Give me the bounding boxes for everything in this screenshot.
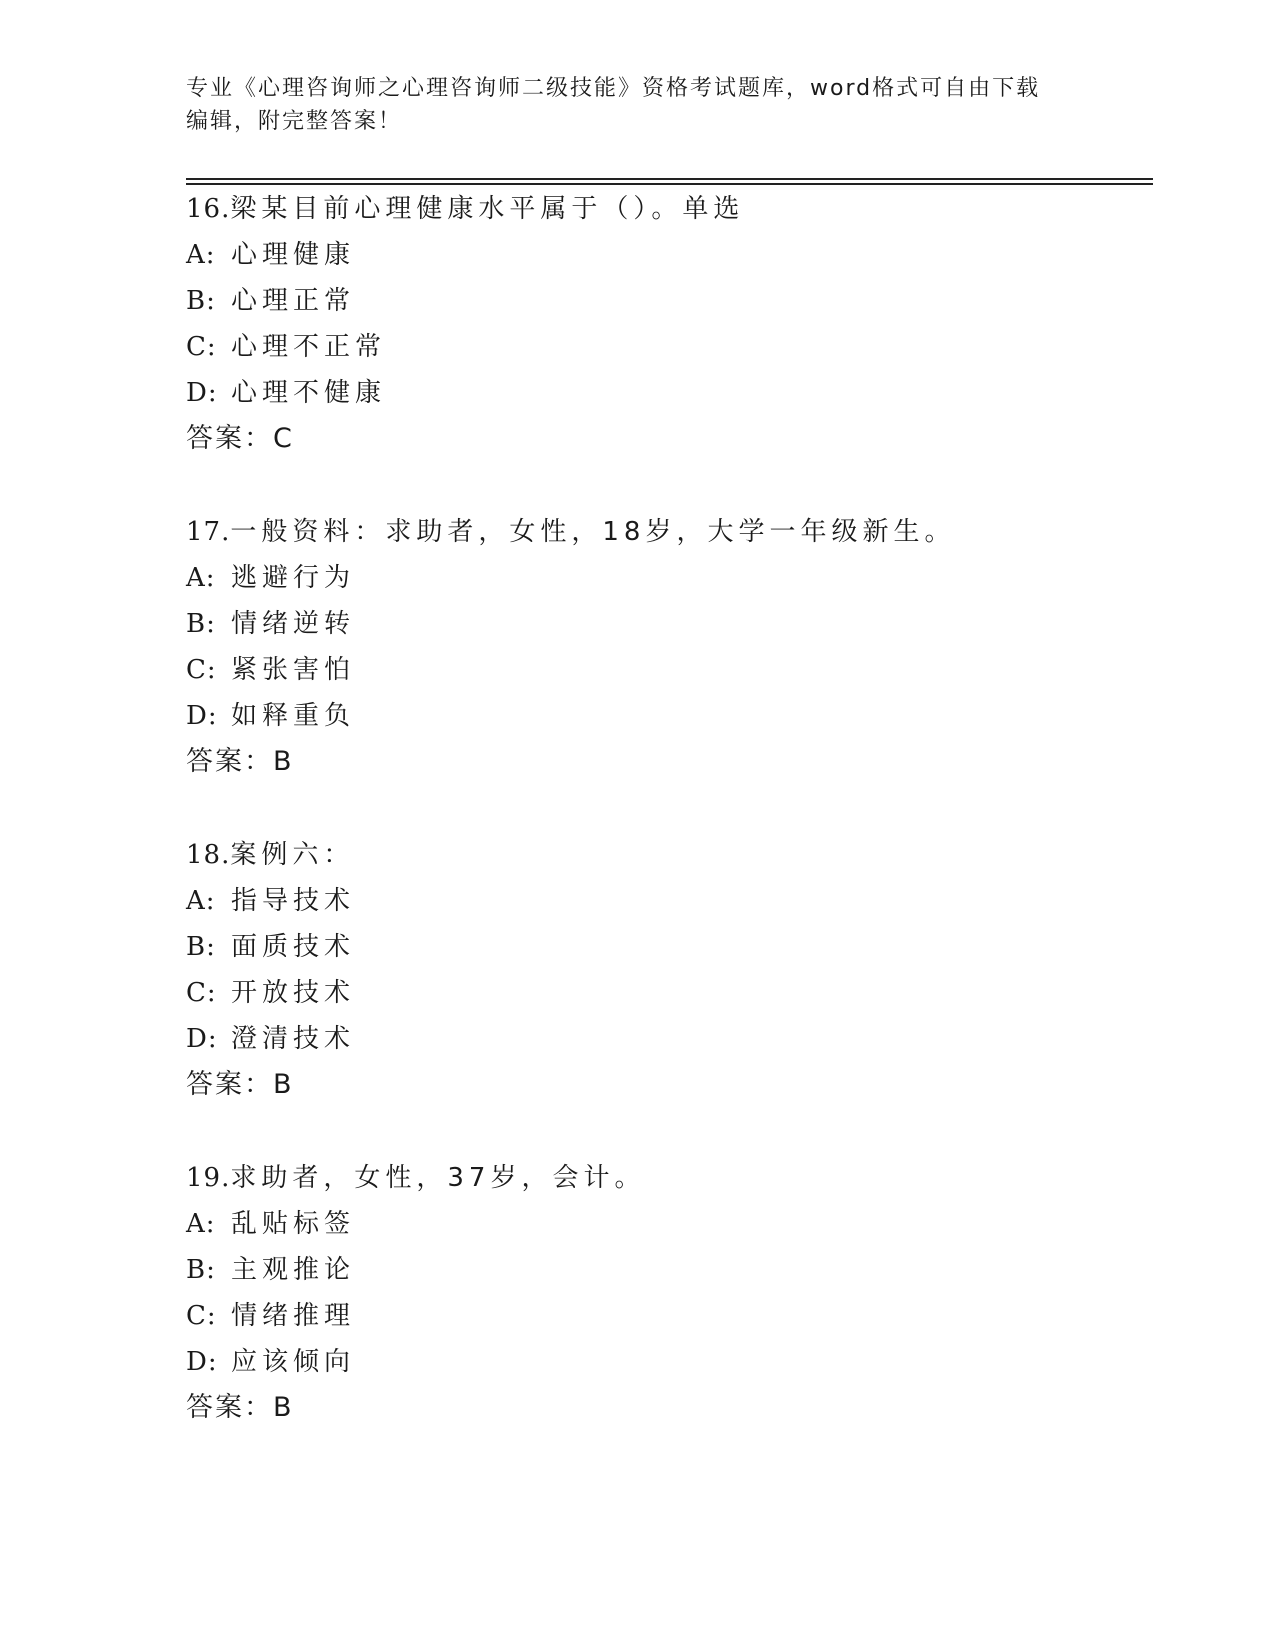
document-header [186,72,1086,138]
option-c [186,970,1146,1016]
answer-line: 答案：C [186,423,294,454]
question-number: 18. [186,840,231,870]
option-letter: A: [186,886,216,916]
option-letter: D: [186,1024,218,1054]
option-c [186,324,1146,370]
option-text: 如释重负 [231,701,356,731]
option-letter: A: [186,563,216,593]
question-17 [186,509,1146,785]
header-divider-bottom [186,183,1153,185]
option-text: 主观推论 [231,1255,356,1285]
option-c [186,1293,1146,1339]
question-18 [186,832,1146,1108]
option-a [186,1201,1146,1247]
option-text: 澄清技术 [231,1024,356,1054]
option-letter: A: [186,240,216,270]
question-list [186,186,1146,1478]
option-c [186,647,1146,693]
question-text: 一般资料：求助者，女性，18岁，大学一年级新生。 [230,517,956,547]
option-text: 情绪推理 [231,1301,356,1331]
option-letter: B: [186,932,216,962]
option-letter: B: [186,1255,216,1285]
question-stem [186,509,1146,555]
question-number: 16. [186,194,231,224]
option-letter: C: [186,655,217,685]
option-letter: C: [186,1301,217,1331]
question-16 [186,186,1146,462]
option-text: 心理健康 [231,240,356,270]
answer-line: 答案：B [186,1069,294,1100]
header-divider-top [186,178,1153,180]
option-a [186,232,1146,278]
option-text: 指导技术 [231,886,356,916]
question-number: 17. [186,517,231,547]
answer-line: 答案：B [186,1392,294,1423]
question-number: 19. [186,1163,231,1193]
option-letter: C: [186,332,217,362]
option-text: 面质技术 [231,932,356,962]
question-text: 案例六： [230,840,355,870]
option-text: 应该倾向 [231,1347,356,1377]
question-stem [186,832,1146,878]
option-text: 逃避行为 [231,563,356,593]
option-letter: B: [186,286,216,316]
question-stem [186,186,1146,232]
answer-line: 答案：B [186,746,294,777]
option-b [186,924,1146,970]
question-stem [186,1155,1146,1201]
option-b [186,601,1146,647]
header-line-2: 编辑，附完整答案！ [186,109,403,134]
option-d [186,1339,1146,1385]
option-text: 紧张害怕 [231,655,356,685]
option-text: 心理不健康 [231,378,387,408]
option-d [186,370,1146,416]
option-a [186,878,1146,924]
question-text: 梁某目前心理健康水平属于（）。单选 [230,194,745,224]
option-a [186,555,1146,601]
option-b [186,278,1146,324]
option-d [186,1016,1146,1062]
option-d [186,693,1146,739]
option-text: 心理正常 [231,286,356,316]
question-text: 求助者，女性，37岁，会计。 [230,1163,646,1193]
option-letter: C: [186,978,217,1008]
option-text: 乱贴标签 [231,1209,356,1239]
option-letter: D: [186,701,218,731]
option-letter: B: [186,609,216,639]
option-letter: D: [186,378,218,408]
header-line-1: 专业《心理咨询师之心理咨询师二级技能》资格考试题库，word格式可自由下载 [186,76,1041,101]
option-text: 开放技术 [231,978,356,1008]
option-letter: D: [186,1347,218,1377]
option-text: 心理不正常 [231,332,387,362]
option-b [186,1247,1146,1293]
question-19 [186,1155,1146,1431]
option-text: 情绪逆转 [231,609,356,639]
option-letter: A: [186,1209,216,1239]
